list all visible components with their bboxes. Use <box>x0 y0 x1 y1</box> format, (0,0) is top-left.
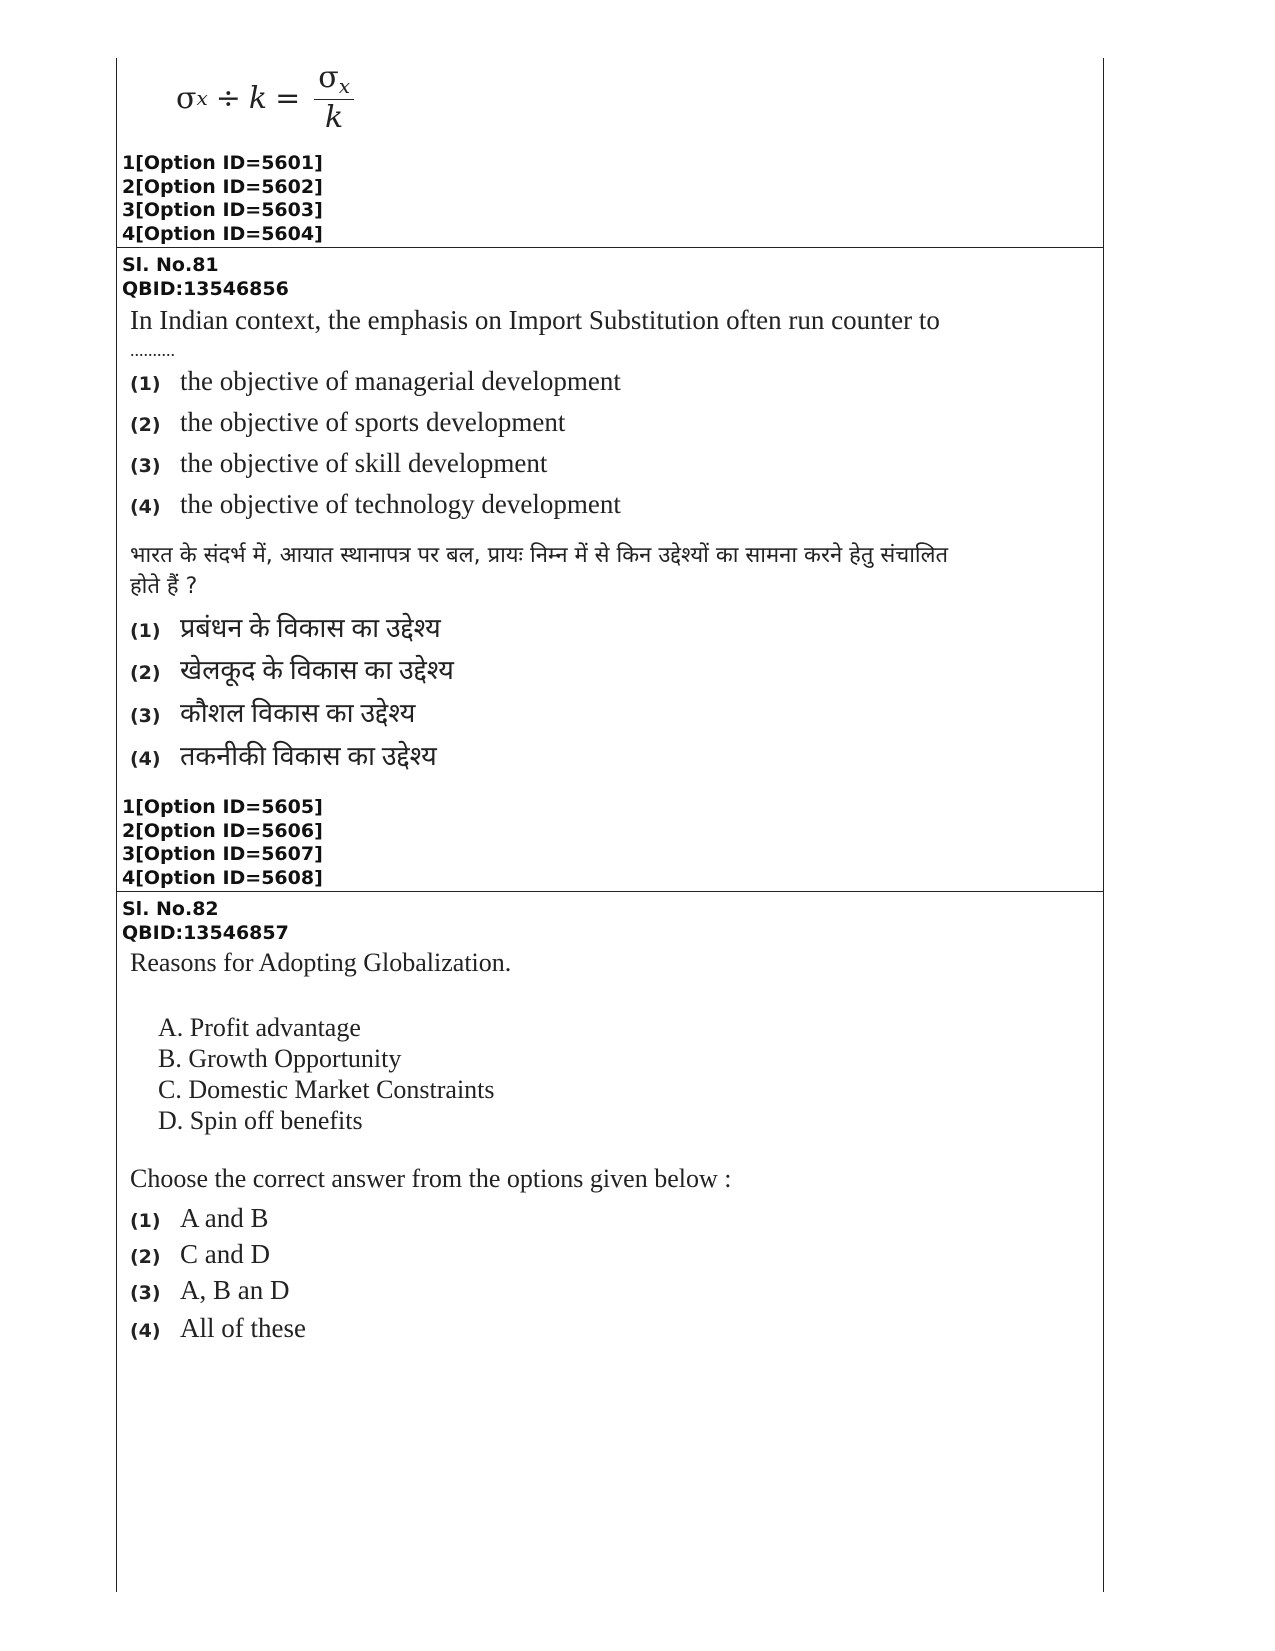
statement: B. Growth Opportunity <box>158 1044 402 1073</box>
option-4 <box>130 1313 1104 1351</box>
statement: C. Domestic Market Constraints <box>158 1075 495 1104</box>
option-number: (3) <box>130 705 161 727</box>
qbid: QBID:13546856 <box>122 277 289 300</box>
option-number: (1) <box>130 373 161 395</box>
option-number: (2) <box>130 414 161 436</box>
option-id: 1[Option ID=5605] <box>122 796 323 818</box>
qbid: QBID:13546857 <box>122 921 289 944</box>
question-81-text-en <box>116 303 1104 363</box>
formula-sigma: σ <box>176 80 197 116</box>
option-id: 1[Option ID=5601] <box>122 152 323 174</box>
option-number: (4) <box>130 1320 161 1342</box>
option-text: A, B an D <box>180 1275 290 1305</box>
divider <box>116 247 1104 248</box>
option-text: the objective of technology development <box>180 489 621 519</box>
option-text: the objective of managerial development <box>180 366 621 396</box>
option-text: the objective of sports development <box>180 407 566 437</box>
formula <box>176 58 354 138</box>
statement: A. Profit advantage <box>158 1013 361 1042</box>
option-en-2 <box>130 407 1104 448</box>
question-81-header <box>116 254 1104 301</box>
option-hi-1 <box>130 608 1104 650</box>
option-hi-4 <box>130 736 1104 778</box>
question-text: Reasons for Adopting Globalization. <box>130 948 512 977</box>
question-82-statements <box>116 1012 1104 1136</box>
option-text: प्रबंधन के विकास का उद्देश्य <box>180 613 441 643</box>
question-81-options-en <box>116 366 1104 530</box>
formula-divide: ÷ <box>215 80 241 116</box>
option-id: 4[Option ID=5608] <box>122 866 323 889</box>
formula-fraction <box>314 60 354 135</box>
option-text: All of these <box>180 1313 306 1343</box>
question-text-hindi-line: होते हैं ? <box>130 574 198 599</box>
option-hi-2 <box>130 650 1104 693</box>
option-number: (4) <box>130 496 161 518</box>
question-82-text <box>116 946 1104 980</box>
formula-numerator <box>314 60 354 100</box>
option-id: 3[Option ID=5603] <box>122 199 323 221</box>
option-number: (1) <box>130 1210 161 1232</box>
option-text: खेलकूद के विकास का उद्देश्य <box>180 655 454 685</box>
formula-equals: = <box>275 80 301 116</box>
option-text: the objective of skill development <box>180 448 548 478</box>
option-text: तकनीकी विकास का उद्देश्य <box>180 741 437 771</box>
formula-k: k <box>248 80 268 116</box>
option-id: 3[Option ID=5607] <box>122 843 323 865</box>
option-hi-3 <box>130 693 1104 736</box>
question-81-options-hi <box>116 608 1104 778</box>
option-en-4 <box>130 489 1104 530</box>
statement: D. Spin off benefits <box>158 1106 363 1135</box>
option-1 <box>130 1203 1104 1239</box>
option-3 <box>130 1275 1104 1313</box>
option-text: A and B <box>180 1203 269 1233</box>
numerator-sigma: σ <box>318 60 339 95</box>
formula-denominator: k <box>325 100 344 135</box>
option-en-1 <box>130 366 1104 407</box>
question-text-hindi-line: भारत के संदर्भ में, आयात स्थानापत्र पर बल, प्रायः निम्न में से किन उद्देश्यों का सामना करने हेतु संचालित <box>130 543 949 568</box>
question-82-options <box>116 1203 1104 1351</box>
numerator-sub-x: x <box>338 74 350 98</box>
question-81-text-hi <box>116 540 1104 602</box>
option-2 <box>130 1239 1104 1275</box>
option-number: (3) <box>130 1282 161 1304</box>
question-text-dots: .......... <box>130 340 175 360</box>
serial-number: Sl. No.82 <box>122 898 219 920</box>
serial-number: Sl. No.81 <box>122 254 219 276</box>
option-id: 4[Option ID=5604] <box>122 222 323 245</box>
option-en-3 <box>130 448 1104 489</box>
question-82-instruction <box>116 1162 1104 1196</box>
option-text: कौैशल विकास का उद्देश्य <box>180 698 416 728</box>
option-number: (3) <box>130 455 161 477</box>
question-82-header <box>116 898 1104 945</box>
instruction-text: Choose the correct answer from the options given below : <box>130 1164 732 1193</box>
option-id: 2[Option ID=5602] <box>122 175 323 198</box>
option-ids-block-80 <box>116 152 1104 246</box>
option-number: (2) <box>130 1246 161 1268</box>
option-ids-block-81 <box>116 796 1104 890</box>
option-text: C and D <box>180 1239 270 1269</box>
option-number: (4) <box>130 748 161 770</box>
formula-sub-x: x <box>196 86 208 110</box>
option-number: (1) <box>130 620 161 642</box>
question-text-line: In Indian context, the emphasis on Import Substitution often run counter to <box>130 305 940 335</box>
option-id: 2[Option ID=5606] <box>122 819 323 842</box>
option-number: (2) <box>130 662 161 684</box>
divider <box>116 891 1104 892</box>
